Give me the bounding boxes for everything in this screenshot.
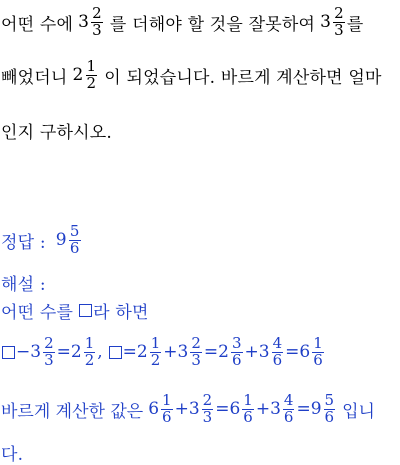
mixed-number-whole: 6	[229, 399, 241, 420]
explanation-text: 바르게 계산한 값은	[1, 401, 144, 422]
fraction: $\frac{5}{6}$	[324, 391, 335, 426]
mixed-number-whole: 3	[30, 342, 42, 363]
mixed-number-whole: 3	[320, 12, 332, 33]
fraction: $\frac{2}{3}$	[92, 4, 102, 39]
operator: =	[203, 342, 219, 363]
explanation-text: 라 하면	[93, 303, 149, 323]
fraction: $\frac{3}{6}$	[231, 334, 242, 369]
operator: =	[296, 399, 311, 420]
fraction: $\frac{1}{6}$	[162, 391, 172, 426]
fraction: $\frac{1}{6}$	[243, 391, 253, 426]
unknown-box	[79, 304, 92, 317]
mixed-number-whole: 6	[299, 342, 311, 363]
explanation-final-line-2	[1, 440, 23, 465]
problem-text: 어떤 수에	[1, 14, 74, 35]
separator: ,	[97, 342, 103, 363]
answer-label: 정답 :	[1, 232, 46, 253]
explanation-text: 입니	[342, 401, 375, 422]
operator: =	[56, 342, 71, 363]
fraction: $\frac{2}{3}$	[191, 334, 201, 369]
mixed-number-whole: 2	[136, 342, 148, 363]
fraction: $\frac{1}{6}$	[313, 334, 323, 369]
problem-text: 빼었더니	[1, 67, 68, 88]
mixed-number-whole: 3	[270, 399, 281, 420]
mixed-number-whole: 3	[177, 342, 189, 363]
problem-text: 인지 구하시오.	[1, 123, 112, 143]
operator: +	[255, 399, 271, 420]
problem-line-2	[1, 59, 382, 92]
operator: =	[215, 399, 230, 420]
unknown-box	[2, 346, 15, 359]
unknown-box	[109, 346, 122, 359]
explanation-text: 어떤 수를	[1, 303, 74, 323]
operator: =	[122, 342, 137, 363]
mixed-number-whole: 2	[72, 65, 84, 86]
problem-text: 이 되었습니다. 바르게 계산하면 얼마	[104, 67, 382, 88]
explanation-label: 해설 :	[1, 275, 46, 295]
operator: =	[285, 342, 300, 363]
problem-line-3	[1, 118, 112, 143]
mixed-number-whole: 9	[310, 399, 322, 420]
fraction: $\frac{4}{6}$	[272, 334, 283, 369]
fraction: $\frac{2}{3}$	[334, 4, 344, 39]
mixed-number-whole: 9	[55, 230, 67, 251]
mixed-number-whole: 3	[188, 399, 200, 420]
mixed-number-whole: 2	[218, 342, 229, 363]
operator: −	[16, 342, 31, 363]
fraction: $\frac{5}{6}$	[69, 222, 80, 257]
fraction: $\frac{2}{3}$	[44, 334, 54, 369]
operator: +	[244, 342, 259, 363]
explanation-label-line	[1, 270, 46, 295]
operator: +	[174, 399, 189, 420]
mixed-number-whole: 3	[258, 342, 270, 363]
explanation-final-line	[1, 393, 375, 426]
fraction: $\frac{4}{6}$	[283, 391, 294, 426]
fraction: $\frac{1}{2}$	[84, 334, 95, 369]
mixed-number-whole: 2	[70, 342, 82, 363]
mixed-number-whole: 3	[78, 12, 90, 33]
fraction: $\frac{1}{2}$	[86, 57, 97, 92]
explanation-equation	[1, 336, 326, 369]
explanation-text: 다.	[1, 445, 24, 465]
problem-text: 를 더해야 할 것을 잘못하여	[109, 14, 316, 35]
problem-text: 를	[346, 14, 364, 35]
problem-line-1	[1, 6, 364, 39]
fraction: $\frac{2}{3}$	[202, 391, 213, 426]
mixed-number-whole: 6	[148, 399, 160, 420]
explanation-line-1	[1, 298, 149, 323]
fraction: $\frac{1}{2}$	[150, 334, 161, 369]
operator: +	[163, 342, 178, 363]
answer-line	[1, 224, 83, 257]
